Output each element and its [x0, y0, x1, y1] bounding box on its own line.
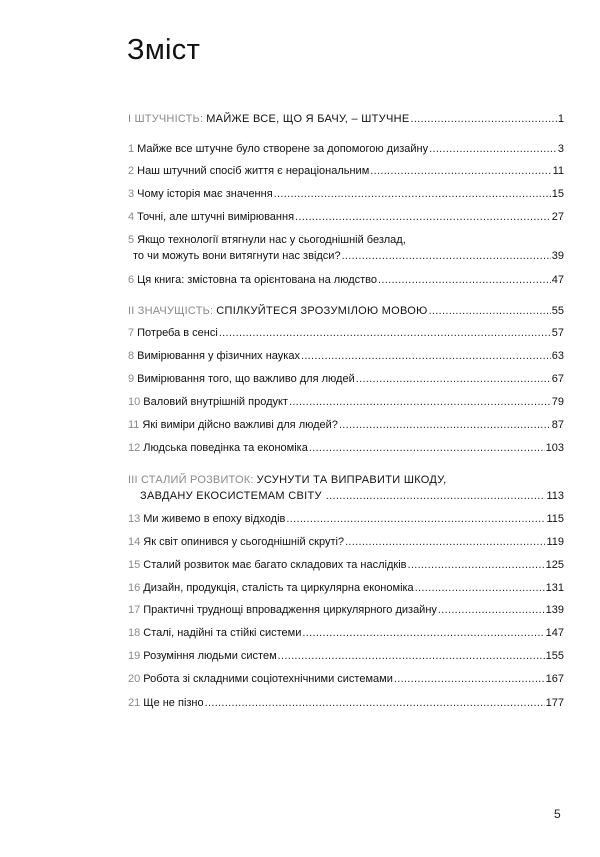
- chapter-title: Дизайн, продукція, сталість та циркулярна економіка: [143, 582, 414, 594]
- toc-chapter-11[interactable]: [128, 417, 564, 433]
- chapter-title: Ця книга: змістовна та орієнтована на людство: [137, 274, 378, 286]
- chapter-title: Наш штучний спосіб життя є нераціональним: [137, 165, 370, 177]
- page-number: 3: [557, 143, 564, 155]
- dot-leader: [394, 671, 545, 687]
- chapter-title: Вимірювання того, що важливо для людей: [137, 373, 355, 385]
- dot-leader: [309, 440, 545, 456]
- dot-leader: [438, 602, 545, 618]
- toc-chapter-18[interactable]: [128, 625, 564, 641]
- part-title: УСУНУТИ ТА ВИПРАВИТИ ШКОДУ,: [256, 474, 447, 486]
- dot-leader: [219, 325, 551, 341]
- toc-chapter-6[interactable]: [128, 272, 564, 288]
- dot-leader: [370, 163, 551, 179]
- chapter-title: Майже все штучне було створене за допомогою дизайну: [137, 143, 429, 155]
- toc-chapter-3[interactable]: [128, 186, 564, 202]
- toc-part-1[interactable]: [128, 111, 564, 127]
- toc-chapter-15[interactable]: [128, 557, 564, 573]
- page-number: 39: [551, 250, 564, 262]
- chapter-number: 11: [128, 419, 140, 431]
- chapter-title: Валовий внутрішній продукт: [143, 396, 288, 408]
- page-number: 15: [551, 188, 564, 200]
- toc-chapter-4[interactable]: [128, 209, 564, 225]
- chapter-number: 7: [128, 327, 135, 339]
- part-title: МАЙЖЕ ВСЕ, ЩО Я БАЧУ, – ШТУЧНЕ: [206, 113, 410, 125]
- chapter-title: Потреба в сенсі: [137, 327, 218, 339]
- toc-chapter-5[interactable]: [128, 232, 564, 264]
- toc-chapter-16[interactable]: [128, 580, 564, 596]
- chapter-number: 21: [128, 697, 141, 709]
- page-number: 55: [551, 305, 564, 317]
- toc-chapter-2[interactable]: [128, 163, 564, 179]
- page-number: 139: [545, 604, 564, 616]
- dot-leader: [429, 141, 557, 157]
- chapter-title: Чому історія має значення: [137, 188, 273, 200]
- toc-chapter-20[interactable]: [128, 671, 564, 687]
- page-number: 131: [545, 582, 564, 594]
- chapter-title: Сталі, надійні та стійкі системи: [143, 627, 302, 639]
- toc-chapter-12[interactable]: [128, 440, 564, 456]
- toc-part-3[interactable]: [128, 472, 564, 504]
- page-number: 125: [545, 559, 564, 571]
- chapter-number: 1: [128, 143, 135, 155]
- dot-leader: [429, 303, 551, 319]
- chapter-number: 14: [128, 536, 141, 548]
- chapter-number: 12: [128, 442, 141, 454]
- dot-leader: [408, 557, 545, 573]
- chapter-title: Людська поведінка та економіка: [143, 442, 308, 454]
- chapter-number: 4: [128, 211, 135, 223]
- page-number: 113: [546, 490, 564, 502]
- chapter-number: 9: [128, 373, 135, 385]
- page-folio-number: 5: [554, 807, 561, 821]
- dot-leader: [326, 488, 546, 504]
- page-number: 167: [545, 673, 564, 685]
- chapter-number: 5: [128, 234, 135, 246]
- dot-leader: [278, 648, 545, 664]
- chapter-number: 8: [128, 350, 135, 362]
- page-number: 27: [551, 211, 564, 223]
- part-label: ІІ ЗНАЧУЩІСТЬ:: [128, 305, 214, 317]
- toc-chapter-19[interactable]: [128, 648, 564, 664]
- dot-leader: [378, 272, 551, 288]
- part-title: СПІЛКУЙТЕСЯ ЗРОЗУМІЛОЮ МОВОЮ: [216, 305, 428, 317]
- toc-chapter-21[interactable]: [128, 695, 564, 711]
- toc-chapter-17[interactable]: [128, 602, 564, 618]
- dot-leader: [286, 511, 545, 527]
- toc-chapter-9[interactable]: [128, 371, 564, 387]
- toc-part-2[interactable]: [128, 303, 564, 319]
- chapter-number: 13: [128, 513, 141, 525]
- chapter-title: Розуміння людьми систем: [143, 650, 277, 662]
- page-number: 147: [545, 627, 564, 639]
- dot-leader: [410, 111, 556, 127]
- toc-chapter-10[interactable]: [128, 394, 564, 410]
- chapter-title: Точні, але штучні вимірювання: [137, 211, 295, 223]
- toc-chapter-14[interactable]: [128, 534, 564, 550]
- toc-chapter-7[interactable]: [128, 325, 564, 341]
- dot-leader: [205, 695, 545, 711]
- part-title-continued: ЗАВДАНУ ЕКОСИСТЕМАМ СВІТУ: [140, 490, 322, 502]
- chapter-title: Якщо технології втягнули нас у сьогоднішній безлад,: [137, 234, 406, 246]
- chapter-title: Які виміри дійсно важливі для людей?: [142, 419, 338, 431]
- part-label: І ШТУЧНІСТЬ:: [128, 113, 204, 125]
- page-number: 155: [545, 650, 564, 662]
- chapter-title: Вимірювання у фізичних науках: [137, 350, 300, 362]
- toc-chapter-1[interactable]: [128, 141, 564, 157]
- page-number: 79: [551, 396, 564, 408]
- chapter-number: 10: [128, 396, 141, 408]
- chapter-title: Ще не пізно: [143, 697, 204, 709]
- page-number: 47: [551, 274, 564, 286]
- dot-leader: [339, 417, 551, 433]
- page-number: 103: [545, 442, 564, 454]
- page-number: 11: [552, 165, 564, 177]
- dot-leader: [356, 371, 551, 387]
- chapter-number: 20: [128, 673, 141, 685]
- page-number: 87: [551, 419, 564, 431]
- chapter-title: Сталий розвиток має багато складових та наслідків: [143, 559, 407, 571]
- chapter-number: 18: [128, 627, 141, 639]
- chapter-number: 17: [128, 604, 141, 616]
- dot-leader: [302, 625, 544, 641]
- chapter-title: Практичні труднощі впровадження циркулярного дизайну: [143, 604, 437, 616]
- dot-leader: [342, 248, 551, 264]
- chapter-title: Ми живемо в епоху відходів: [143, 513, 286, 525]
- dot-leader: [274, 186, 551, 202]
- chapter-number: 2: [128, 165, 135, 177]
- chapter-title: Робота зі складними соціотехнічними системами: [143, 673, 393, 685]
- page-number: 177: [545, 697, 564, 709]
- dot-leader: [295, 209, 551, 225]
- chapter-number: 19: [128, 650, 141, 662]
- page-title: Зміст: [127, 34, 201, 66]
- chapter-number: 16: [128, 582, 141, 594]
- page-number: 1: [557, 113, 564, 125]
- chapter-number: 6: [128, 274, 135, 286]
- page-number: 119: [546, 536, 564, 548]
- page-number: 67: [551, 373, 564, 385]
- dot-leader: [345, 534, 545, 550]
- chapter-title-continued: то чи можуть вони витягнути нас звідси?: [133, 250, 341, 262]
- toc-chapter-13[interactable]: [128, 511, 564, 527]
- chapter-title: Як світ опинився у сьогоднішній скруті?: [143, 536, 345, 548]
- page-number: 115: [546, 513, 564, 525]
- dot-leader: [289, 394, 551, 410]
- page-number: 63: [551, 350, 564, 362]
- page-number: 57: [551, 327, 564, 339]
- dot-leader: [415, 580, 545, 596]
- chapter-number: 3: [128, 188, 135, 200]
- chapter-number: 15: [128, 559, 141, 571]
- toc-chapter-8[interactable]: [128, 348, 564, 364]
- part-label: ІІІ СТАЛИЙ РОЗВИТОК:: [128, 474, 254, 486]
- dot-leader: [301, 348, 551, 364]
